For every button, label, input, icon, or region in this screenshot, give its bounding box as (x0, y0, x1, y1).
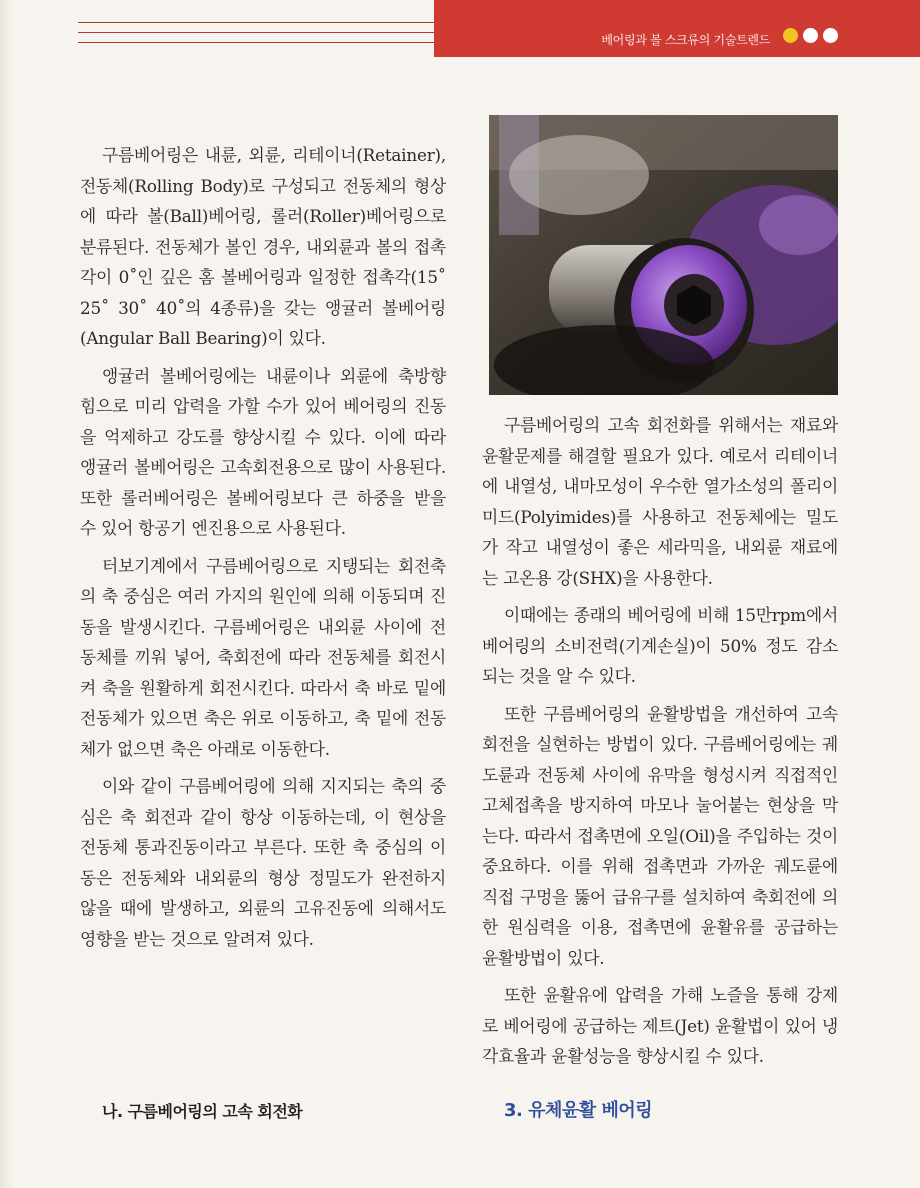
bearing-photo (489, 115, 838, 395)
paragraph: 앵귤러 볼베어링에는 내륜이나 외륜에 축방향 힘으로 미리 압력을 가할 수가 있어 베어링의 진동을 억제하고 강도를 향상시킬 수 있다. 이에 따라 앵귤러 볼베어링은 고속회전용으로 많이 사용된다. 또한 롤러베어링은 볼베어링보다 큰 하중을 받을 수 있어 항공기 엔진용으로 사용된다. (80, 365, 446, 538)
left-column (80, 140, 446, 961)
dot-icon (803, 28, 818, 43)
paragraph: 또한 구름베어링의 윤활방법을 개선하여 고속회전을 실현하는 방법이 있다. 구름베어링에는 궤도륜과 전동체 사이에 유막을 형성시켜 직접적인 고체접촉을 방지하여 마모나 눌어붙는 현상을 막는다. 따라서 접촉면에 오일(Oil)을 주입하는 것이 중요하다. 이를 위해 접촉면과 가까운 궤도륜에 직접 구멍을 뚫어 급유구를 설치하여 축회전에 의한 원심력을 이용, 접촉면에 윤활유를 공급하는 윤활방법이 있다. (482, 703, 838, 968)
section-title: 베어링과 볼 스크류의 기술트렌드 (601, 33, 770, 47)
paragraph: 또한 윤활유에 압력을 가해 노즐을 통해 강제로 베어링에 공급하는 제트(Jet) 윤활법이 있어 냉각효율과 윤활성능을 향상시킬 수 있다. (482, 985, 838, 1066)
dot-icon (823, 28, 838, 43)
section-heading: 3. 유체윤활 베어링 (504, 1100, 653, 1121)
paragraph: 구름베어링의 고속 회전화를 위해서는 재료와 윤활문제를 해결할 필요가 있다. 예로서 리테이너에 내열성, 내마모성이 우수한 열가소성의 폴리이미드(Polyimides)를 사용하고 전동체에는 밀도가 작고 내열성이 좋은 세라믹을, 내외륜 재료에는 고온용 강(SHX)을 사용한다. (482, 415, 838, 588)
paragraph: 구름베어링은 내륜, 외륜, 리테이너(Retainer), 전동체(Rolling Body)로 구성되고 전동체의 형상에 따라 볼(Ball)베어링, 롤러(Roller)베어링으로 분류된다. 전동체가 볼인 경우, 내외륜과 볼의 접촉각이 0˚인 깊은 홈 볼베어링과 일정한 접촉각(15˚ 25˚ 30˚ 40˚의 4종류)을 갖는 앵귤러 볼베어링(Angular Ball Bearing)이 있다. (80, 145, 446, 348)
header-rule-lines (78, 22, 434, 52)
dot-icon (783, 28, 798, 43)
subsection-heading: 나. 구름베어링의 고속 회전화 (102, 1102, 303, 1121)
paragraph: 이때에는 종래의 베어링에 비해 15만rpm에서 베어링의 소비전력(기계손실)이 50% 정도 감소되는 것을 알 수 있다. (482, 605, 838, 686)
right-column (482, 410, 838, 1079)
paragraph: 터보기계에서 구름베어링으로 지탱되는 회전축의 축 중심은 여러 가지의 원인에 의해 이동되며 진동을 발생시킨다. 구름베어링은 내외륜 사이에 전동체를 끼워 넣어, 축회전에 따라 전동체를 회전시켜 축을 원활하게 회전시킨다. 따라서 축 바로 밑에 전동체가 있으면 축은 위로 이동하고, 축 밑에 전동체가 없으면 축은 아래로 이동한다. (80, 555, 446, 759)
header-dots-decoration (783, 28, 838, 43)
header-band (434, 0, 920, 57)
page-spine-shadow (0, 0, 14, 1188)
paragraph: 이와 같이 구름베어링에 의해 지지되는 축의 중심은 축 회전과 같이 항상 이동하는데, 이 현상을 전동체 통과진동이라고 부른다. 또한 축 중심의 이동은 전동체와 내외륜의 형상 정밀도가 완전하지 않을 때에 발생하고, 외륜의 고유진동에 의해서도 영향을 받는 것으로 알려져 있다. (80, 776, 446, 949)
